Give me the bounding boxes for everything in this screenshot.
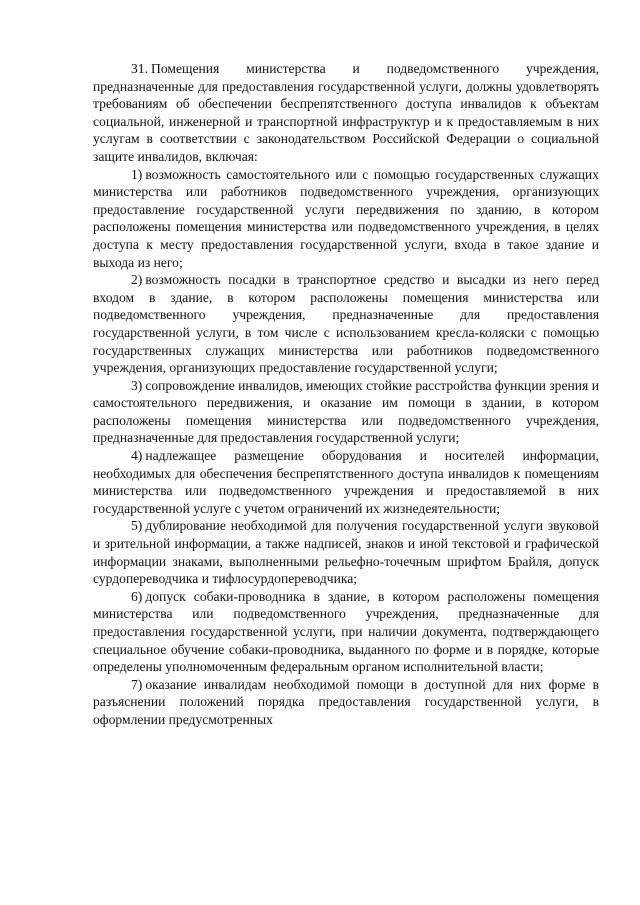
paragraph-31 xyxy=(93,60,599,166)
list-item-2 xyxy=(93,271,599,377)
list-item-number: 7) xyxy=(131,676,143,692)
document-page xyxy=(93,60,599,729)
paragraph-text: Помещения министерства и подведомственного учреждения, предназначенные для предоставления государственной услуги, должны удовлетворять требованиям об обеспечении беспрепятственного доступа инвалидов к объектам социальной, инженерной и транспортной инфраструктур и к предоставляемым в них услугам в соответствии с законодательством Российской Федерации о социальной защите инвалидов, включая: xyxy=(93,61,599,164)
list-item-number: 6) xyxy=(131,588,143,604)
list-item-6 xyxy=(93,588,599,676)
list-item-3 xyxy=(93,377,599,447)
list-item-number: 2) xyxy=(131,272,143,288)
list-item-7 xyxy=(93,676,599,729)
list-item-text: надлежащее размещение оборудования и носителей информации, необходимых для обеспечения беспрепятственного доступа инвалидов к помещениям министерства или подведомственного учреждения и предоставляемой в них государственной услуге с учетом ограничений их жизнедеятельности; xyxy=(93,448,599,516)
list-item-number: 3) xyxy=(131,377,143,393)
list-item-text: сопровождение инвалидов, имеющих стойкие расстройства функции зрения и самостоятельного передвижения, и оказание им помощи в здании, в котором расположены помещения министерства или подведомственного учреждения, предназначенные для предоставления государственной услуги; xyxy=(93,377,599,446)
list-item-text: дублирование необходимой для получения государственной услуги звуковой и зрительной информации, а также надписей, знаков и иной текстовой и графической информации знаками, выполненными рельефно-точечным шрифтом Брайля, допуск сурдопереводчика и тифлосурдопереводчика; xyxy=(93,518,599,587)
list-item-text: допуск собаки-проводника в здание, в котором расположены помещения министерства или подведомственного учреждения, предназначенные для предоставления государственной услуги, при наличии документа, подтверждающего специальное обучение собаки-проводника, выданного по форме и в порядке, которые определены уполномоченным федеральным органом исполнительной власти; xyxy=(93,588,599,675)
paragraph-number: 31. xyxy=(131,61,148,76)
list-item-text: оказание инвалидам необходимой помощи в доступной для них форме в разъяснении положений порядка предоставления государственной услуги, в оформлении предусмотренных xyxy=(93,676,599,727)
list-item-number: 5) xyxy=(131,518,143,534)
list-item-text: возможность посадки в транспортное средство и высадки из него перед входом в здание, в котором расположены помещения министерства или подведомственного учреждения, предназначенные для предоставления государственной услуги, в том числе с использованием кресла-коляски с помощью государственных служащих министерства или работников подведомственного учреждения, организующих предоставление государственной услуги; xyxy=(93,272,599,376)
list-item-number: 1) xyxy=(131,166,143,182)
list-item-4 xyxy=(93,447,599,517)
list-item-5 xyxy=(93,517,599,587)
list-item-1 xyxy=(93,166,599,272)
list-item-text: возможность самостоятельного или с помощью государственных служащих министерства или работников подведомственного учреждения, организующих предоставление государственной услуги передвижения по зданию, в котором расположены помещения министерства или подведомственного учреждения, в целях доступа к месту предоставления государственной услуги, входа в такое здание и выхода из него; xyxy=(93,166,599,270)
list-item-number: 4) xyxy=(131,448,143,464)
